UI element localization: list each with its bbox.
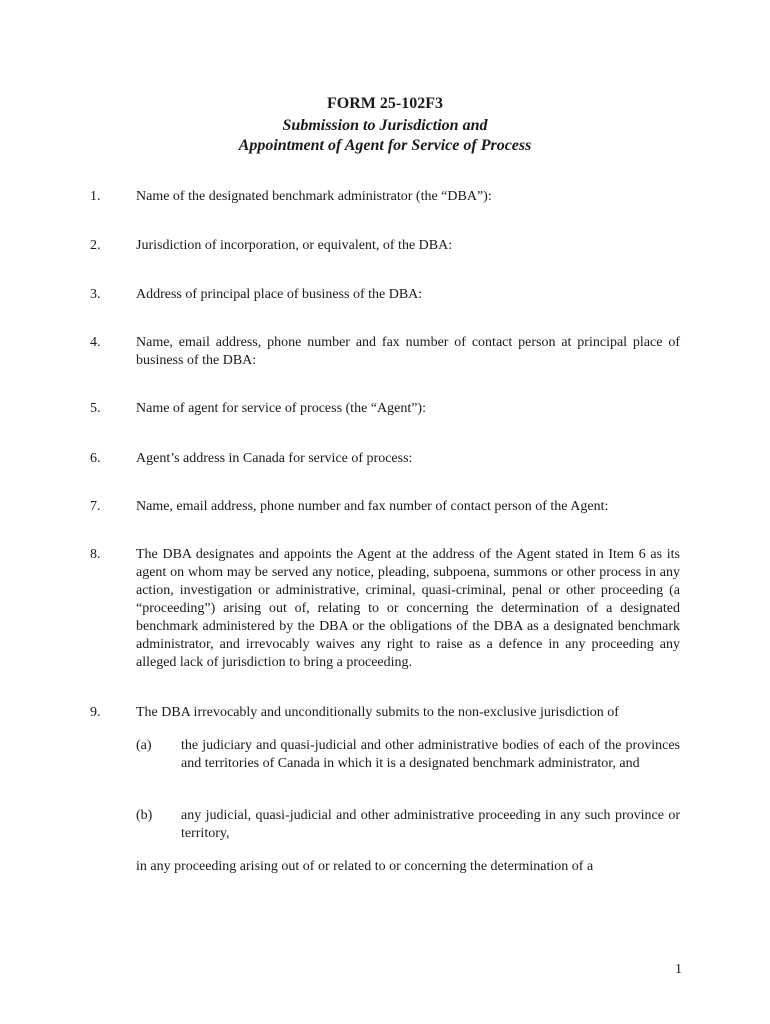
item-number: 3. (90, 287, 101, 302)
subitem-label: (b) (136, 808, 153, 823)
form-subtitle-line1: Submission to Jurisdiction and (282, 117, 488, 134)
subitem-text: any judicial, quasi-judicial and other administrative proceeding in any such province or territory, (181, 808, 680, 841)
item-number: 8. (90, 547, 101, 562)
page-number: 1 (675, 962, 682, 977)
item-text: Address of principal place of business of the DBA: (136, 287, 423, 302)
item-number: 1. (90, 189, 101, 204)
item-text: Agent’s address in Canada for service of process: (136, 451, 413, 466)
item-number: 4. (90, 335, 101, 350)
form-subtitle-line2: Appointment of Agent for Service of Process (238, 137, 532, 154)
item-number: 5. (90, 401, 101, 416)
item-text: Name of agent for service of process (the “Agent”): (136, 401, 426, 416)
item-number: 6. (90, 451, 101, 466)
subitem-text: the judiciary and quasi-judicial and other administrative bodies of each of the provinces and territories of Canada in which it is a designated benchmark administrator, and (181, 738, 680, 771)
item-number: 2. (90, 238, 101, 253)
subitem-label: (a) (136, 738, 152, 753)
item-number: 7. (90, 499, 101, 514)
continuation-text: in any proceeding arising out of or related to or concerning the determination of a (136, 859, 594, 874)
form-number: FORM 25-102F3 (327, 95, 443, 112)
item-text: The DBA designates and appoints the Agent at the address of the Agent stated in Item 6 as its agent on whom may be served any notice, pleading, subpoena, summons or other process in any action, investigation or administrative, criminal, quasi-criminal, penal or other proceeding (a “proceeding”) arising out of, relating to or concerning the determination of a designated benchmark administered by the DBA or the obligations of the DBA as a designated benchmark administrator, and irrevocably waives any right to raise as a defence in any proceeding any alleged lack of jurisdiction to bring a proceeding. (136, 547, 680, 670)
item-text: Name, email address, phone number and fax number of contact person at principal place of business of the DBA: (136, 335, 680, 368)
item-text: Jurisdiction of incorporation, or equivalent, of the DBA: (136, 238, 453, 253)
item-text: The DBA irrevocably and unconditionally submits to the non-exclusive jurisdiction of (136, 705, 619, 720)
item-text: Name, email address, phone number and fax number of contact person of the Agent: (136, 499, 609, 514)
item-number: 9. (90, 705, 101, 720)
item-text: Name of the designated benchmark administrator (the “DBA”): (136, 189, 492, 204)
